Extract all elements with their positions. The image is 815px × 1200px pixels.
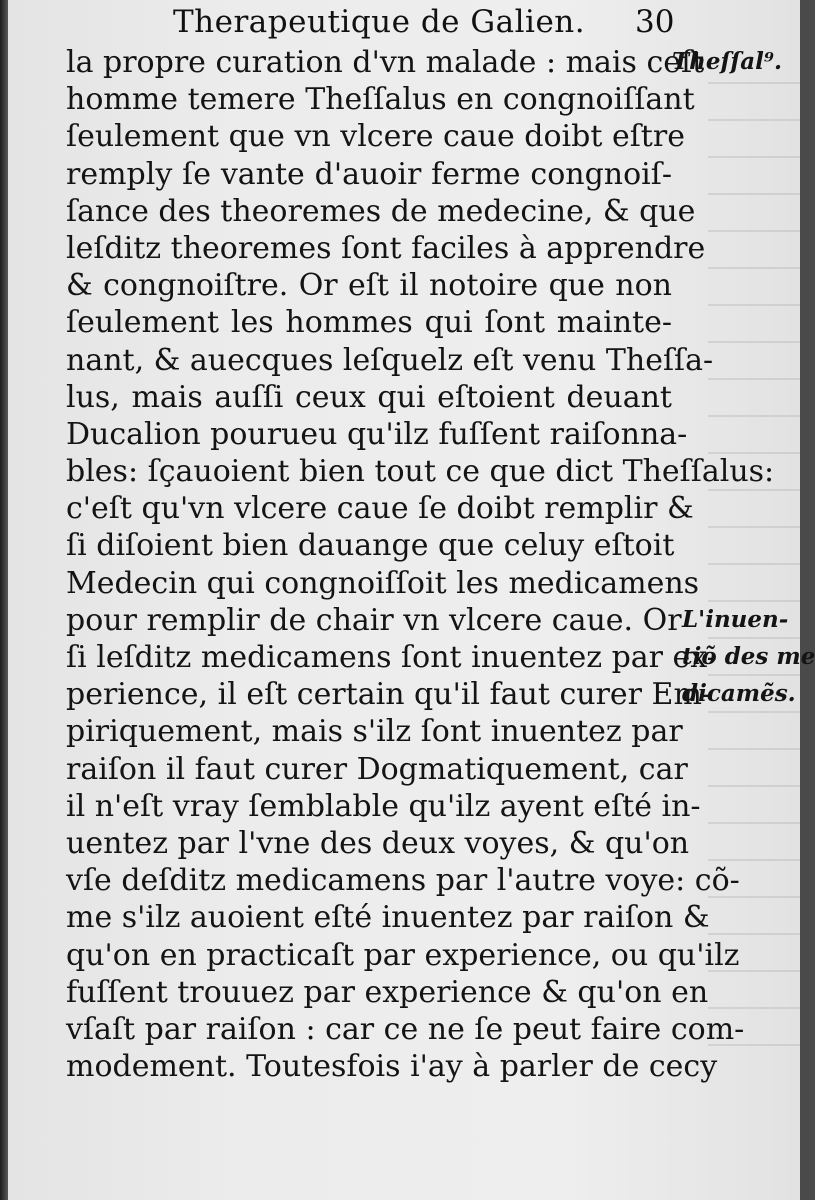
margin-note: tiõ des me	[682, 643, 815, 671]
text-line: ſi leſditz medicamens ſont inuentez par ex-	[66, 640, 717, 675]
text-line: vſe deſditz medicamens par l'autre voye: cõ-	[66, 863, 740, 899]
book-gutter-shadow	[0, 0, 8, 1200]
text-line: modement. Toutesfois i'ay à parler de cecy	[66, 1049, 718, 1085]
text-line: leſditz theoremes ſont faciles à apprendre	[66, 230, 706, 266]
text-line: perience, il eſt certain qu'il faut curer Em-	[66, 677, 713, 713]
margin-note: L'inuen-	[682, 606, 789, 633]
page-number: 30	[635, 4, 675, 40]
text-line: ſeulement les hommes qui ſont mainte-	[66, 305, 672, 341]
text-line: lus, mais auſſi ceux qui eſtoient deuant	[66, 379, 672, 415]
running-title: Therapeutique de Galien.	[173, 4, 586, 40]
text-line: Ducalion pourueu qu'ilz fuſſent raiſonna-	[66, 416, 688, 452]
text-line: fuſſent trouuez par experience & qu'on en	[66, 974, 709, 1010]
running-header	[68, 2, 768, 42]
text-line: il n'eſt vray ſemblable qu'ilz ayent eſté in-	[66, 788, 701, 824]
margin-note: Theſſal⁹.	[672, 48, 782, 75]
show-through-bleed	[708, 60, 800, 1060]
text-line: piriquement, mais s'ilz ſont inuentez par	[66, 714, 683, 750]
text-line: la propre curation d'vn malade : mais ceſt	[66, 45, 705, 80]
book-page	[8, 0, 815, 1200]
text-line: uentez par l'vne des deux voyes, & qu'on	[66, 825, 690, 861]
text-line: remply ſe vante d'auoir ferme congnoiſ-	[66, 156, 672, 192]
text-line: pour remplir de chair vn vlcere caue. Or	[66, 602, 682, 638]
text-line: vſaſt par raiſon : car ce ne ſe peut faire com-	[66, 1011, 745, 1047]
text-line: raiſon il faut curer Dogmatiquement, car	[66, 751, 688, 787]
text-line: ſance des theoremes de medecine, & que	[66, 193, 696, 229]
text-line: qu'on en practicaſt par experience, ou qu'ilz	[66, 937, 740, 973]
text-line: me s'ilz auoient eſté inuentez par raiſon &	[66, 900, 710, 936]
text-line: homme temere Theſſalus en congnoiſſant	[66, 82, 695, 118]
text-line: nant, & auecques leſquelz eſt venu Theſſa-	[66, 342, 714, 378]
text-line: c'eſt qu'vn vlcere caue ſe doibt remplir &	[66, 491, 694, 527]
text-line: & congnoiſtre. Or eſt il notoire que non	[66, 268, 672, 304]
margin-note: dicamẽs.	[682, 680, 796, 708]
text-line: bles: ſçauoient bien tout ce que dict Theſſalus:	[66, 454, 775, 490]
text-line: Medecin qui congnoiſſoit les medicamens	[66, 565, 700, 601]
text-line: ſi diſoient bien dauange que celuy eſtoit	[66, 528, 675, 564]
text-line: ſeulement que vn vlcere caue doibt eſtre	[66, 119, 685, 155]
